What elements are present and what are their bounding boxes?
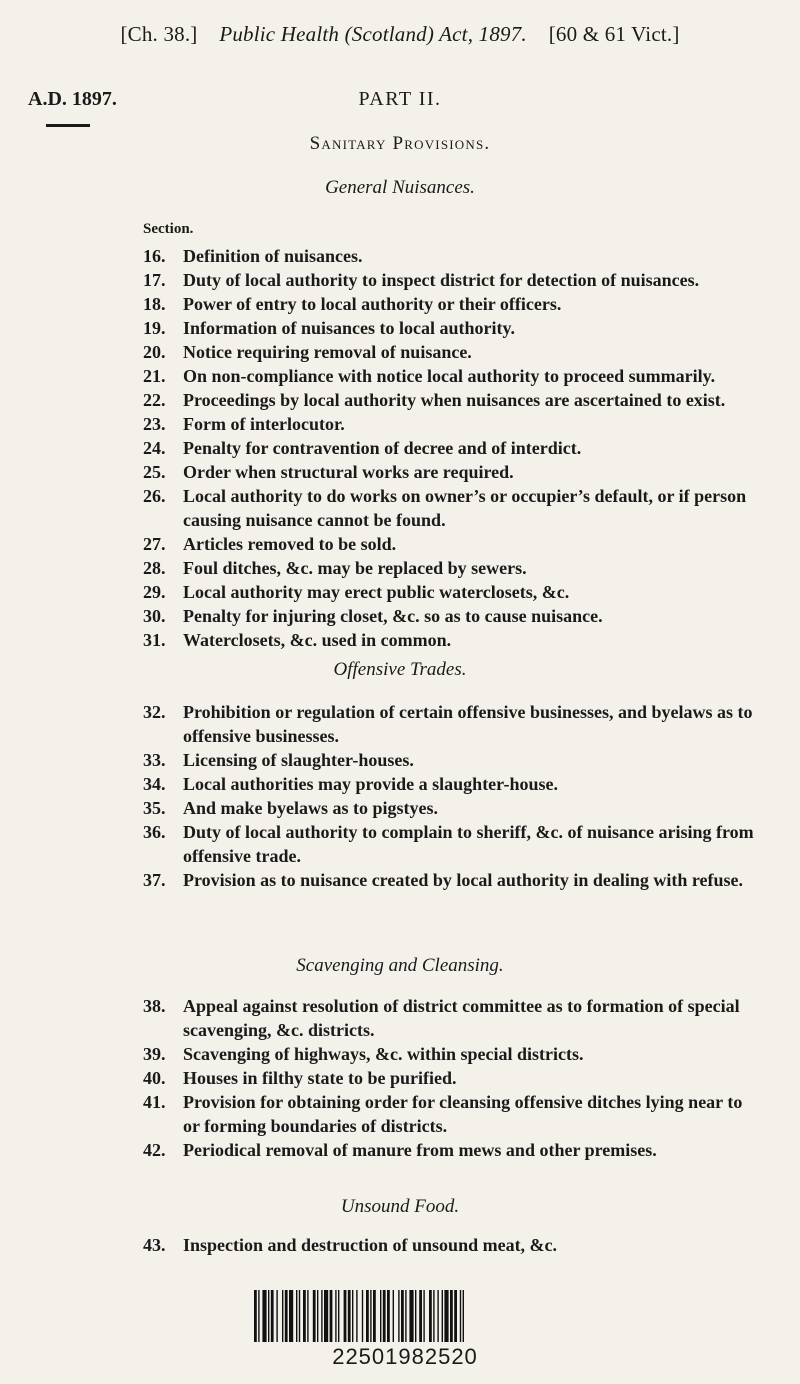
section-entry xyxy=(143,340,763,364)
section-entry xyxy=(143,700,763,748)
barcode-bar xyxy=(433,1290,434,1342)
section-entry xyxy=(143,436,763,460)
section-text: Periodical removal of manure from mews and other premises. xyxy=(183,1140,657,1160)
barcode-bar xyxy=(393,1290,394,1342)
section-text: Penalty for contravention of decree and of interdict. xyxy=(183,438,582,458)
section-number: 32. xyxy=(143,702,166,722)
barcode-bar xyxy=(463,1290,464,1342)
section-text: Notice requiring removal of nuisance. xyxy=(183,342,472,362)
section-number: 31. xyxy=(143,630,166,650)
section-entry xyxy=(143,994,763,1042)
section-entry xyxy=(143,412,763,436)
section-text: Order when structural works are required. xyxy=(183,462,514,482)
section-text: Information of nuisances to local authority. xyxy=(183,318,516,338)
section-text: Proceedings by local authority when nuisances are ascertained to exist. xyxy=(183,390,726,410)
section-entry xyxy=(143,1090,763,1138)
section-entry xyxy=(143,556,763,580)
group-heading-general-nuisances: General Nuisances. xyxy=(325,177,475,198)
section-entry xyxy=(143,868,763,892)
section-text: Licensing of slaughter-houses. xyxy=(183,750,414,770)
group-heading-offensive-trades: Offensive Trades. xyxy=(333,659,467,680)
regnal-year: [60 & 61 Vict.] xyxy=(548,22,680,46)
section-list-offensive-trades xyxy=(143,700,763,892)
barcode-bar xyxy=(415,1290,416,1342)
section-text: Penalty for injuring closet, &c. so as to cause nuisance. xyxy=(183,606,603,626)
section-text: Provision for obtaining order for cleansing offensive ditches lying near to or forming boundaries of districts. xyxy=(183,1092,743,1136)
barcode-bar xyxy=(289,1290,293,1342)
section-number: 33. xyxy=(143,750,166,770)
barcode-bar xyxy=(271,1290,274,1342)
section-entry xyxy=(143,292,763,316)
barcode-bar xyxy=(254,1290,257,1342)
barcode-bar xyxy=(282,1290,283,1342)
barcode-bar xyxy=(303,1290,306,1342)
section-text: Prohibition or regulation of certain offensive businesses, and byelaws as to offensive businesses. xyxy=(183,702,753,746)
section-number: 19. xyxy=(143,318,166,338)
section-list-unsound-food xyxy=(143,1233,763,1257)
section-number: 38. xyxy=(143,996,166,1016)
barcode-bar xyxy=(409,1290,413,1342)
section-number: 27. xyxy=(143,534,166,554)
barcode-bar xyxy=(405,1290,406,1342)
barcode-bar xyxy=(423,1290,424,1342)
section-number: 29. xyxy=(143,582,166,602)
section-entry xyxy=(143,748,763,772)
section-text: Duty of local authority to complain to sheriff, &c. of nuisance arising from offensive trade. xyxy=(183,822,754,866)
barcode-bar xyxy=(348,1290,351,1342)
section-text: Duty of local authority to inspect district for detection of nuisances. xyxy=(183,270,700,290)
barcode-bar xyxy=(285,1290,288,1342)
section-list-general-nuisances xyxy=(143,244,763,652)
section-text: Local authorities may provide a slaughter-house. xyxy=(183,774,559,794)
section-entry xyxy=(143,388,763,412)
section-list-scavenging-and-cleansing xyxy=(143,994,763,1162)
division-heading: Sanitary Provisions. xyxy=(309,133,491,154)
section-number: 18. xyxy=(143,294,166,314)
section-text: And make byelaws as to pigstyes. xyxy=(183,798,439,818)
section-text: Waterclosets, &c. used in common. xyxy=(183,630,452,650)
section-number: 16. xyxy=(143,246,166,266)
barcode-bar xyxy=(317,1290,318,1342)
barcode-bar xyxy=(373,1290,376,1342)
section-text: Foul ditches, &c. may be replaced by sewers. xyxy=(183,558,527,578)
section-text: Houses in filthy state to be purified. xyxy=(183,1068,457,1088)
section-number: 20. xyxy=(143,342,166,362)
barcode-bar xyxy=(330,1290,333,1342)
barcode-bar xyxy=(370,1290,371,1342)
barcode-bar xyxy=(366,1290,369,1342)
barcode-bar xyxy=(460,1290,461,1342)
chapter-reference: [Ch. 38.] xyxy=(120,22,198,46)
barcode-bar xyxy=(268,1290,269,1342)
section-text: Inspection and destruction of unsound meat, &c. xyxy=(183,1235,558,1255)
section-number: 24. xyxy=(143,438,166,458)
section-text: On non-compliance with notice local authority to proceed summarily. xyxy=(183,366,716,386)
barcode-bar xyxy=(299,1290,300,1342)
section-number: 36. xyxy=(143,822,166,842)
section-number: 43. xyxy=(143,1235,166,1255)
barcode-bar xyxy=(262,1290,266,1342)
section-number: 28. xyxy=(143,558,166,578)
margin-year: A.D. 1897. xyxy=(28,88,117,110)
barcode-bar xyxy=(383,1290,386,1342)
barcode-bars xyxy=(250,1290,560,1342)
barcode-bar xyxy=(454,1290,457,1342)
section-entry xyxy=(143,532,763,556)
barcode-bar xyxy=(442,1290,443,1342)
section-entry xyxy=(143,460,763,484)
section-text: Local authority may erect public waterclosets, &c. xyxy=(183,582,570,602)
section-number: 17. xyxy=(143,270,166,290)
section-number: 25. xyxy=(143,462,166,482)
barcode-bar xyxy=(401,1290,404,1342)
barcode-bar xyxy=(419,1290,422,1342)
section-number: 35. xyxy=(143,798,166,818)
section-entry xyxy=(143,244,763,268)
section-entry xyxy=(143,1066,763,1090)
section-number: 39. xyxy=(143,1044,166,1064)
barcode-bar xyxy=(450,1290,453,1342)
section-entry xyxy=(143,1042,763,1066)
section-entry xyxy=(143,772,763,796)
section-entry xyxy=(143,628,763,652)
section-entry xyxy=(143,604,763,628)
section-entry xyxy=(143,484,763,532)
section-number: 23. xyxy=(143,414,166,434)
section-text: Provision as to nuisance created by local authority in dealing with refuse. xyxy=(183,870,744,890)
section-label: Section. xyxy=(143,221,194,237)
barcode-bar xyxy=(362,1290,363,1342)
section-text: Articles removed to be sold. xyxy=(183,534,397,554)
barcode-bar xyxy=(352,1290,353,1342)
section-number: 26. xyxy=(143,486,166,506)
act-title: Public Health (Scotland) Act, 1897. xyxy=(219,22,527,46)
section-number: 30. xyxy=(143,606,166,626)
barcode-bar xyxy=(380,1290,381,1342)
barcode-bar xyxy=(387,1290,390,1342)
section-number: 34. xyxy=(143,774,166,794)
barcode-bar xyxy=(356,1290,357,1342)
section-entry xyxy=(143,1233,763,1257)
barcode-bar xyxy=(398,1290,399,1342)
barcode-bar xyxy=(429,1290,432,1342)
section-text: Power of entry to local authority or their officers. xyxy=(183,294,562,314)
section-text: Local authority to do works on owner’s or occupier’s default, or if person causing nuisance cannot be found. xyxy=(183,486,747,530)
library-barcode xyxy=(240,1290,570,1370)
section-entry xyxy=(143,796,763,820)
section-number: 42. xyxy=(143,1140,166,1160)
section-entry xyxy=(143,316,763,340)
section-text: Definition of nuisances. xyxy=(183,246,363,266)
section-number: 22. xyxy=(143,390,166,410)
section-number: 40. xyxy=(143,1068,166,1088)
barcode-bar xyxy=(321,1290,322,1342)
barcode-bar xyxy=(437,1290,438,1342)
group-heading-scavenging-and-cleansing: Scavenging and Cleansing. xyxy=(296,955,504,976)
section-number: 37. xyxy=(143,870,166,890)
section-number: 21. xyxy=(143,366,166,386)
barcode-bar xyxy=(338,1290,339,1342)
barcode-bar xyxy=(444,1290,448,1342)
section-number: 41. xyxy=(143,1092,166,1112)
part-heading: PART II. xyxy=(358,88,442,110)
barcode-bar xyxy=(324,1290,328,1342)
running-header xyxy=(0,22,800,47)
barcode-bar xyxy=(276,1290,277,1342)
section-text: Appeal against resolution of district committee as to formation of special scavenging, &c. districts. xyxy=(183,996,740,1040)
section-entry xyxy=(143,820,763,868)
barcode-bar xyxy=(335,1290,336,1342)
barcode-bar xyxy=(296,1290,297,1342)
margin-rule xyxy=(46,124,90,127)
section-entry xyxy=(143,268,763,292)
section-text: Form of interlocutor. xyxy=(183,414,345,434)
barcode-bar xyxy=(307,1290,308,1342)
barcode-bar xyxy=(313,1290,316,1342)
barcode-number: 22501982520 xyxy=(332,1344,478,1369)
barcode-bar xyxy=(344,1290,347,1342)
section-entry xyxy=(143,1138,763,1162)
barcode-bar xyxy=(258,1290,259,1342)
section-entry xyxy=(143,364,763,388)
section-entry xyxy=(143,580,763,604)
group-heading-unsound-food: Unsound Food. xyxy=(340,1196,460,1217)
section-text: Scavenging of highways, &c. within special districts. xyxy=(183,1044,584,1064)
